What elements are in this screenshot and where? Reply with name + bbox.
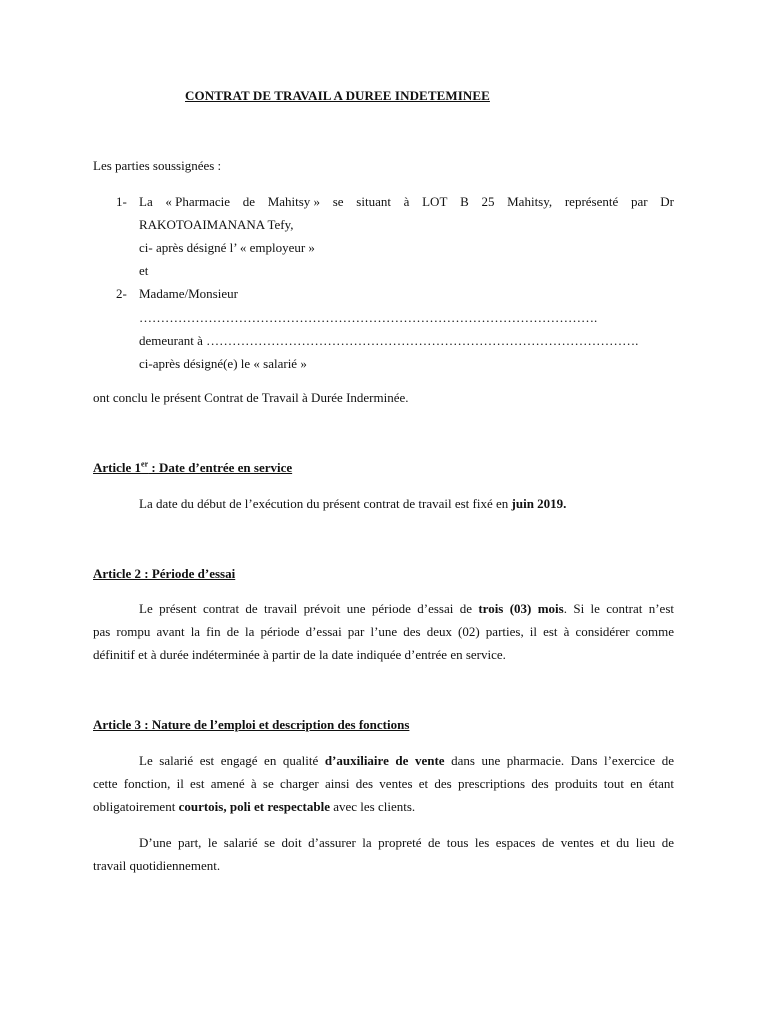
- article2-l1-rest: . Si le contrat n’est: [563, 601, 674, 616]
- article1-text: [139, 495, 566, 512]
- article1-heading-text: Article 1: [93, 460, 142, 475]
- party1-number: 1-: [116, 194, 127, 209]
- article3-p1-l3-text: obligatoirement: [93, 799, 179, 814]
- article2-line2: pas rompu avant la fin de la période d’essai par l’une des deux (02) parties, il est à considérer comme: [93, 624, 674, 639]
- party1-line1-word: situant: [356, 194, 391, 209]
- article1-date: juin 2019.: [511, 496, 567, 511]
- article3-p2-line2: travail quotidiennement.: [93, 858, 221, 873]
- party2-number: 2-: [116, 286, 127, 301]
- party1-line1: [139, 193, 674, 210]
- party1-designation: ci- après désigné l’ « employeur »: [139, 240, 315, 255]
- article3-p1-l1-text: Le salarié est engagé en qualité: [139, 753, 325, 768]
- intro-text: Les parties soussignées :: [93, 158, 222, 173]
- conclusion-text: ont conclu le présent Contrat de Travail à Durée Inderminée.: [93, 390, 409, 405]
- address-label: demeurant à: [139, 333, 203, 348]
- article1-heading-sup: er: [141, 459, 149, 469]
- document-title: CONTRAT DE TRAVAIL A DUREE INDETEMINEE: [185, 88, 490, 103]
- party1-line1-word: de: [242, 194, 255, 209]
- article1-text-main: La date du début de l’exécution du présent contrat de travail est fixé en: [139, 496, 512, 511]
- conjunction-et: et: [139, 263, 149, 278]
- party1-line1-word: Dr: [660, 194, 674, 209]
- party1-line1-word: Mahitsy,: [507, 194, 553, 209]
- party1-line1-word: par: [630, 194, 648, 209]
- party1-line1-word: B: [460, 194, 469, 209]
- article3-p1-l1-rest: dans une pharmacie. Dans l’exercice de: [444, 753, 674, 768]
- article2-heading: Article 2 : Période d’essai: [93, 566, 236, 581]
- article3-p1-line2: cette fonction, il est amené à se charger ainsi des ventes et des prescriptions des produits tout en étant: [93, 776, 674, 791]
- article2-l1-text: Le présent contrat de travail prévoit une période d’essai de: [139, 601, 479, 616]
- article3-p1-l3-rest: avec les clients.: [329, 799, 416, 814]
- party1-line1-word: Mahitsy »: [267, 194, 321, 209]
- party1-name: RAKOTOAIMANANA Tefy,: [139, 217, 294, 232]
- party1-line1-word: La: [139, 194, 153, 209]
- article2-line3: définitif et à durée indéterminée à partir de la date indiquée d’entrée en service.: [93, 647, 506, 662]
- article2-trial-period: trois (03) mois: [478, 601, 564, 616]
- article1-heading: [93, 459, 292, 476]
- party1-line1-word: « Pharmacie: [165, 194, 231, 209]
- party2-address: [139, 332, 638, 349]
- party2-title: Madame/Monsieur: [139, 286, 238, 301]
- article3-p1-line1: [139, 752, 674, 769]
- party1-line1-word: représenté: [564, 194, 619, 209]
- party1-line1-word: se: [332, 194, 344, 209]
- article1-heading-rest: : Date d’entrée en service: [148, 460, 293, 475]
- party2-designation: ci-après désigné(e) le « salarié »: [139, 356, 307, 371]
- article3-p1-line3: [93, 798, 415, 815]
- address-blank: ……………………………………………………………………………………….: [206, 333, 639, 348]
- article3-p2-line1: D’une part, le salarié se doit d’assurer la propreté de tous les espaces de ventes et du lieu de: [139, 835, 674, 850]
- party1-line1-word: à: [403, 194, 410, 209]
- party1-line1-word: LOT: [422, 194, 448, 209]
- article3-qualities: courtois, poli et respectable: [178, 799, 330, 814]
- party1-line1-word: 25: [481, 194, 495, 209]
- party2-name-blank: …………………………………………………………………………………………….: [139, 310, 598, 325]
- article3-job-title: d’auxiliaire de vente: [324, 753, 445, 768]
- article2-line1: [139, 600, 674, 617]
- article3-heading: Article 3 : Nature de l’emploi et description des fonctions: [93, 717, 410, 732]
